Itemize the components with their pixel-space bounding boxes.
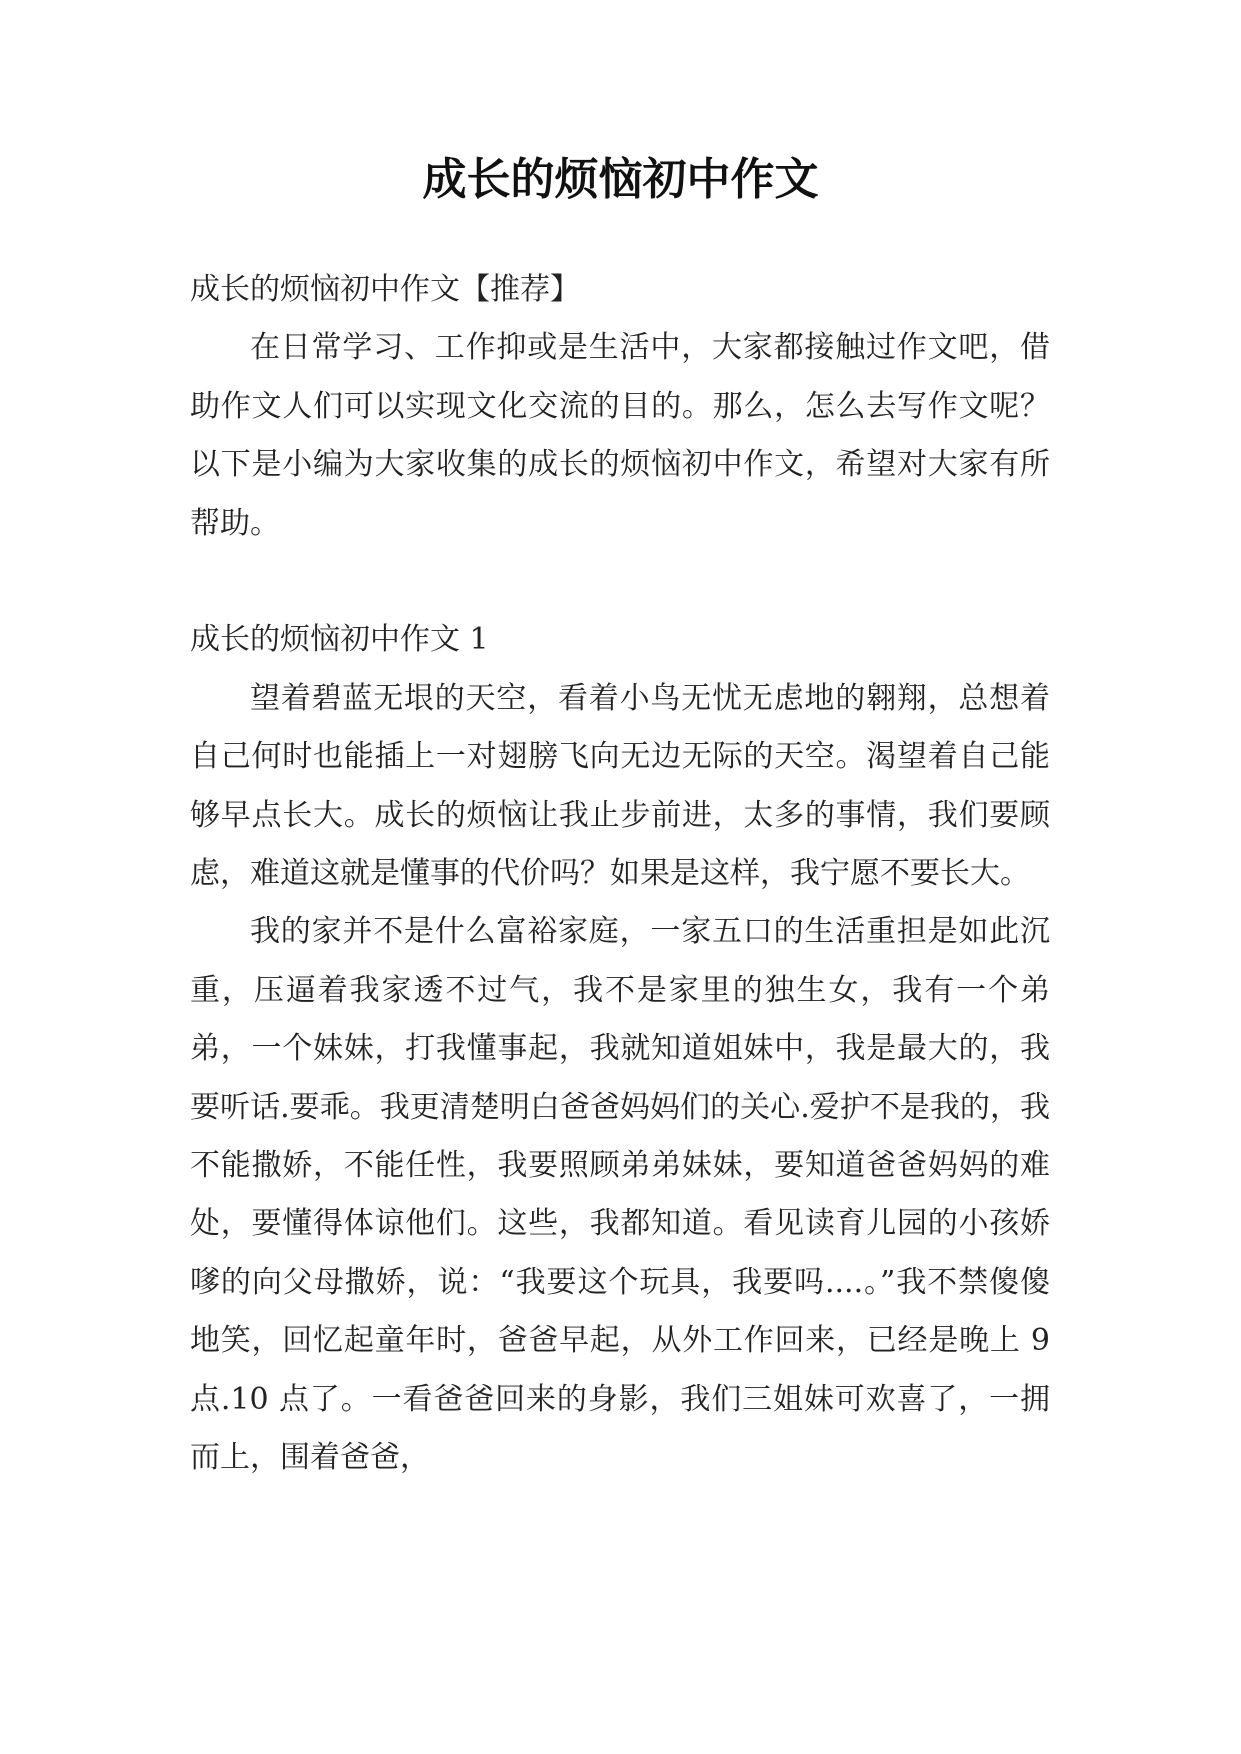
document-body	[190, 261, 1050, 1488]
document-title: 成长的烦恼初中作文	[422, 154, 819, 205]
recommend-heading: 成长的烦恼初中作文【推荐】	[190, 272, 580, 307]
essay-1-paragraph-2: 我的家并不是什么富裕家庭，一家五口的生活重担是如此沉重，压逼着我家透不过气，我不是家里的独生女，我有一个弟弟，一个妹妹，打我懂事起，我就知道姐妹中，我是最大的，我要听话.要乖。我更清楚明白爸爸妈妈们的关心.爱护不是我的，我不能撒娇，不能任性，我要照顾弟弟妹妹，要知道爸爸妈妈的难处，要懂得体谅他们。这些，我都知道。看见读育儿园的小孩娇嗲的向父母撒娇，说：“我要这个玩具，我要吗....。”我不禁傻傻地笑，回忆起童年时，爸爸早起，从外工作回来，已经是晚上 9 点.10 点了。一看爸爸回来的身影，我们三姐妹可欢喜了，一拥而上，围着爸爸，	[190, 914, 1050, 1476]
essay-1-heading: 成长的烦恼初中作文 1	[190, 622, 489, 658]
intro-paragraph: 在日常学习、工作抑或是生活中，大家都接触过作文吧，借助作文人们可以实现文化交流的目的。那么，怎么去写作文呢？以下是小编为大家收集的成长的烦恼初中作文，希望对大家有所帮助。	[190, 330, 1050, 541]
essay-1-paragraph-1: 望着碧蓝无垠的天空，看着小鸟无忧无虑地的翱翔，总想着自己何时也能插上一对翅膀飞向无边无际的天空。渴望着自己能够早点长大。成长的烦恼让我止步前进，太多的事情，我们要顾虑，难道这就是懂事的代价吗？如果是这样，我宁愿不要长大。	[190, 680, 1050, 892]
section-spacer	[190, 553, 1050, 611]
